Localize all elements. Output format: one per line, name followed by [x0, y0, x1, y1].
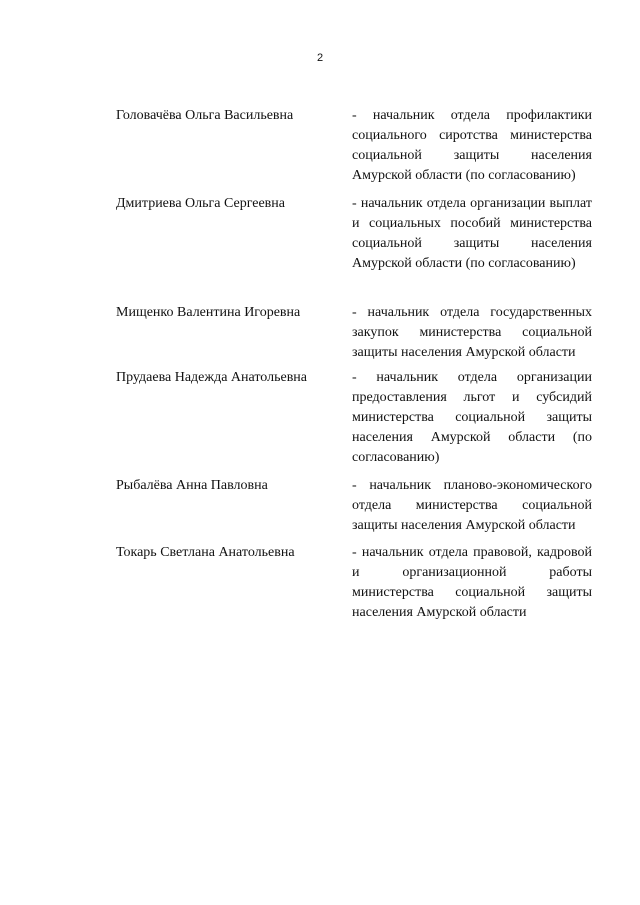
member-position: - начальник отдела организации предоставления льгот и субсидий министерства социальной защиты населения Амурской области (по согласованию): [352, 370, 592, 465]
member-position: - начальник планово-экономического отдела министерства социальной защиты населения Амурской области: [352, 478, 592, 533]
member-name: Прудаева Надежда Анатольевна: [116, 370, 308, 385]
member-name: Мищенко Валентина Игоревна: [116, 305, 301, 320]
page-number: 2: [316, 52, 324, 64]
member-position: - начальник отдела профилактики социального сиротства министерства социальной защиты населения Амурской области (по согласованию): [352, 108, 592, 183]
member-name: Токарь Светлана Анатольевна: [116, 545, 295, 560]
member-position: - начальник отдела организации выплат и социальных пособий министерства социальной защиты населения Амурской области (по согласованию): [352, 196, 592, 271]
member-position: - начальник отдела государственных закупок министерства социальной защиты населения Амурской области: [352, 305, 592, 360]
member-position: - начальник отдела правовой, кадровой и организационной работы министерства социальной защиты населения Амурской области: [352, 545, 592, 620]
member-name: Дмитриева Ольга Сергеевна: [116, 196, 285, 211]
member-name: Головачёва Ольга Васильевна: [116, 108, 294, 123]
member-name: Рыбалёва Анна Павловна: [116, 478, 268, 493]
